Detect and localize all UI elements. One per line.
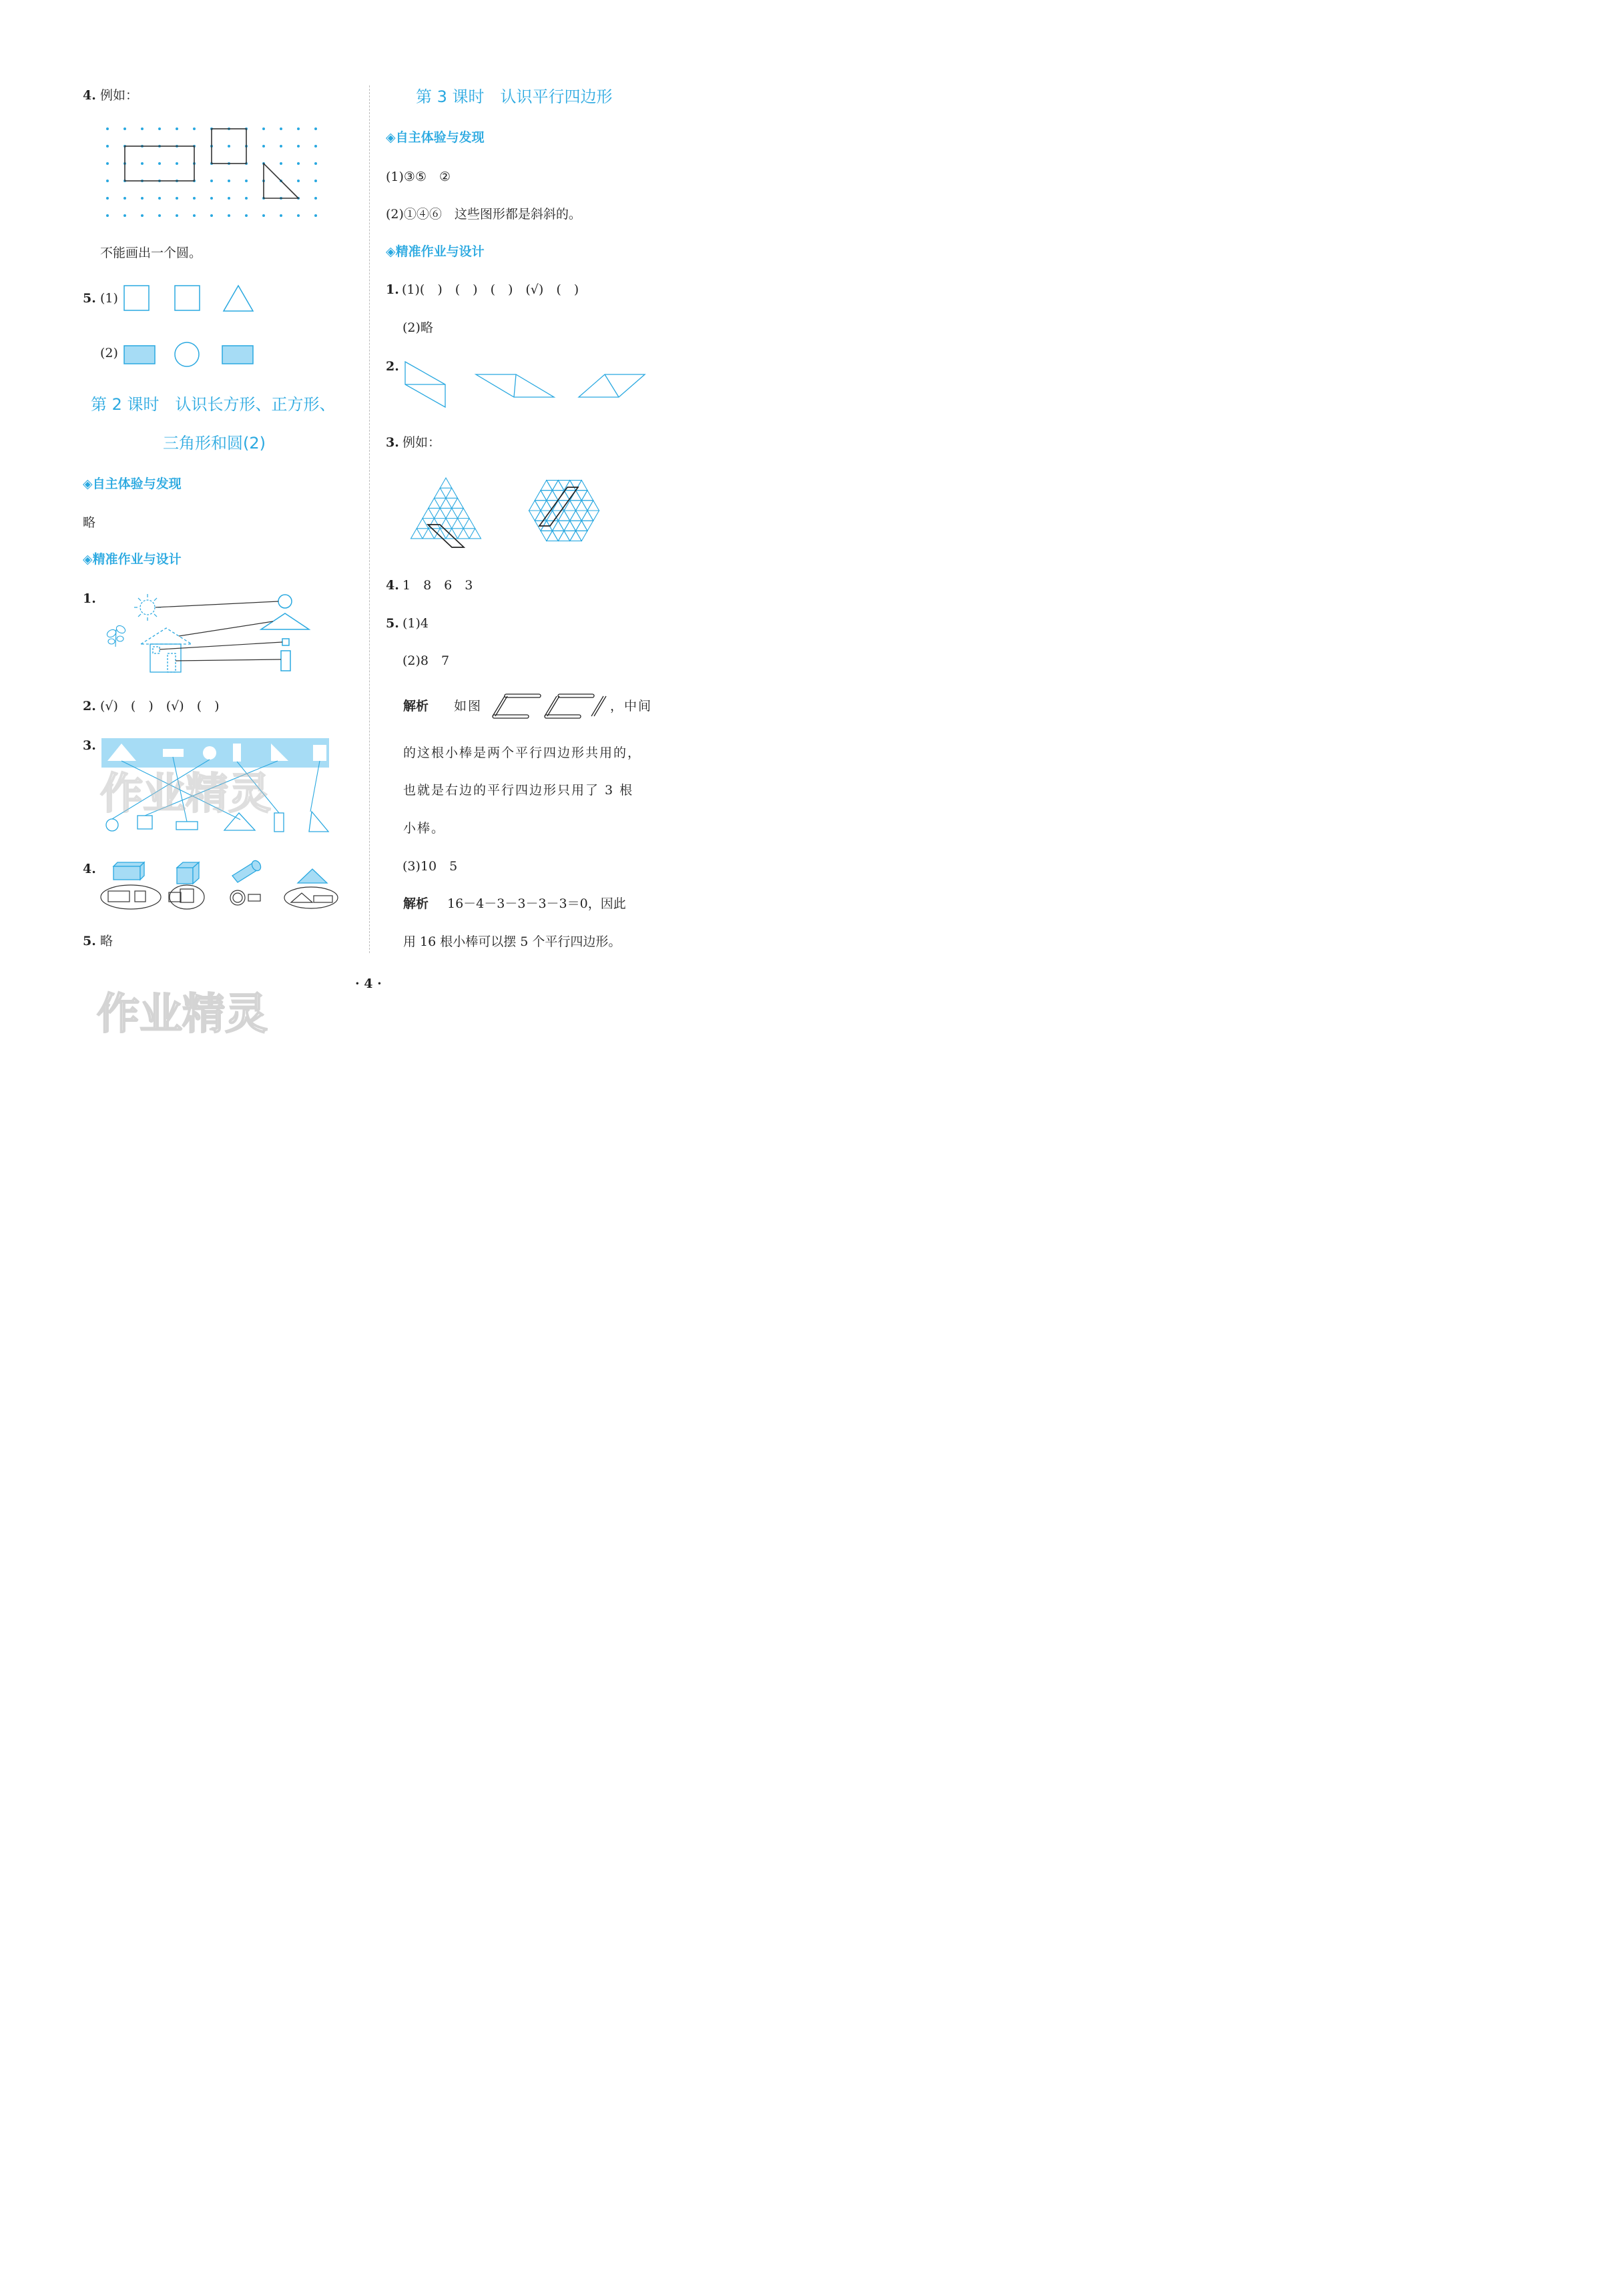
left-h5-answer: 略 — [100, 934, 113, 948]
grid-dot — [314, 162, 317, 165]
right-h3-label: 例如： — [402, 435, 441, 450]
grid-cell — [553, 521, 565, 531]
grid-cell — [558, 531, 570, 541]
right-h5-analysis1-line3: 也就是右边的平行四边形只用了 3 根 — [403, 783, 634, 798]
grid-cell — [553, 531, 565, 541]
grid-cell — [581, 491, 593, 501]
grid-dot — [193, 197, 196, 200]
right-h1-number: 1. — [386, 282, 399, 297]
grid-cell — [446, 488, 458, 498]
grid-dot — [141, 162, 144, 165]
grid-dot — [228, 214, 230, 217]
grid-dot — [314, 214, 317, 217]
grid-dot — [210, 214, 213, 217]
grid-dot — [314, 145, 317, 148]
grid-dot — [123, 214, 126, 217]
grid-cell — [440, 478, 452, 488]
grid-dot — [210, 197, 213, 200]
q5-part2-label: (2) — [100, 346, 118, 360]
grid-dot — [280, 162, 282, 165]
h4-solids-figure — [100, 860, 347, 913]
right-h5-analysis1-a: 如图 — [454, 699, 483, 713]
right-h5-analysis2-line2: 用 16 根小棒可以摆 5 个平行四边形。 — [403, 934, 621, 949]
grid-dot — [141, 197, 144, 200]
grid-dot — [245, 214, 248, 217]
grid-dot — [106, 214, 109, 217]
grid-cell — [581, 511, 593, 521]
right-section-homework: ◈精准作业与设计 — [386, 244, 485, 259]
grid-cell — [564, 511, 576, 521]
grid-cell — [529, 511, 541, 521]
right-h5-analysis2-line1: 16－4－3－3－3－3＝0，因此 — [447, 896, 626, 911]
left-section-explore: ◈自主体验与发现 — [83, 477, 182, 491]
grid-dot — [106, 162, 109, 165]
right-h2-number: 2. — [386, 359, 399, 374]
grid-dot — [176, 197, 178, 200]
grid-cell — [458, 508, 470, 518]
grid-dot — [297, 145, 300, 148]
grid-dot — [193, 127, 196, 130]
right-section-explore: ◈自主体验与发现 — [386, 130, 485, 145]
q4-note: 不能画出一个圆。 — [100, 246, 202, 260]
left-h3-number: 3. — [83, 738, 96, 753]
right-explore-answer-1: (1)③⑤ ② — [386, 170, 451, 184]
grid-cell — [570, 511, 582, 521]
grid-dot — [106, 197, 109, 200]
grid-dot — [314, 127, 317, 130]
grid-cell — [541, 481, 553, 491]
left-h4-number: 4. — [83, 862, 96, 876]
right-h5-analysis1-line2: 的这根小棒是两个平行四边形共用的， — [403, 746, 642, 760]
grid-dot — [106, 127, 109, 130]
left-h1-number: 1. — [83, 591, 96, 606]
grid-cell — [535, 501, 547, 511]
h2-parallelogram-figure — [404, 360, 651, 414]
grid-dot — [228, 180, 230, 182]
left-h5-number: 5. — [83, 934, 96, 948]
left-section-homework: ◈精准作业与设计 — [83, 552, 182, 567]
grid-cell — [423, 529, 435, 539]
watermark-center: 作业精灵 — [100, 770, 271, 819]
q4-dot-grid-figure — [100, 121, 320, 222]
grid-dot — [228, 197, 230, 200]
grid-dot — [176, 127, 178, 130]
grid-cell — [463, 519, 475, 529]
grid-cell — [529, 501, 541, 511]
right-h5-number: 5. — [386, 616, 399, 631]
grid-cell — [564, 521, 576, 531]
grid-cell — [446, 529, 458, 539]
grid-cell — [570, 531, 582, 541]
right-h4-number: 4. — [386, 578, 399, 593]
grid-cell — [458, 529, 470, 539]
grid-dot — [245, 180, 248, 182]
grid-cell — [429, 498, 441, 508]
left-h2-answers: (√) ( ) (√) ( ) — [100, 699, 220, 713]
grid-dot — [210, 180, 213, 182]
grid-dot — [106, 145, 109, 148]
grid-cell — [446, 508, 458, 518]
grid-dot — [106, 180, 109, 182]
right-h1-part1: (1)( ) ( ) ( ) (√) ( ) — [402, 282, 579, 297]
grid-dot — [158, 162, 161, 165]
grid-cell — [576, 511, 588, 521]
grid-dot — [123, 127, 126, 130]
grid-cell — [423, 508, 435, 518]
q4-label: 例如： — [100, 88, 139, 103]
h3-triangle-grid-figure — [404, 475, 617, 552]
grid-cell — [435, 508, 447, 518]
q5-number: 5. — [83, 291, 96, 306]
left-h2-number: 2. — [83, 699, 96, 713]
grid-cell — [570, 501, 582, 511]
grid-cell — [547, 531, 559, 541]
grid-cell — [570, 521, 582, 531]
grid-cell — [541, 531, 553, 541]
right-h1-part2: (2)略 — [402, 320, 433, 335]
grid-dot — [262, 145, 265, 148]
right-h3-number: 3. — [386, 435, 399, 450]
right-h5-part1: (1)4 — [402, 616, 429, 631]
lesson3-title: 第 3 课时 认识平行四边形 — [416, 87, 613, 106]
grid-dot — [123, 197, 126, 200]
grid-dot — [262, 127, 265, 130]
grid-dot — [228, 145, 230, 148]
grid-dot — [314, 197, 317, 200]
grid-cell — [547, 481, 559, 491]
right-explore-answer-2: (2)①④⑥ 这些图形都是斜斜的。 — [386, 207, 581, 222]
grid-cell — [558, 501, 570, 511]
grid-cell — [576, 501, 588, 511]
grid-cell — [417, 519, 429, 529]
grid-cell — [558, 521, 570, 531]
grid-cell — [452, 519, 464, 529]
q5-part2-shapes — [123, 342, 257, 368]
grid-cell — [553, 511, 565, 521]
right-h5-part3: (3)10 5 — [402, 859, 458, 874]
grid-cell — [541, 491, 553, 501]
grid-dot — [280, 145, 282, 148]
grid-dot — [297, 180, 300, 182]
grid-cell — [553, 481, 565, 491]
lesson2-title-line2: 三角形和圆(2) — [163, 434, 266, 453]
right-h5-analysis2-label: 解析 — [403, 896, 429, 911]
grid-dot — [245, 197, 248, 200]
grid-dot — [280, 214, 282, 217]
grid-dot — [158, 197, 161, 200]
grid-cell — [581, 521, 593, 531]
grid-dot — [262, 214, 265, 217]
grid-cell — [576, 491, 588, 501]
grid-cell — [576, 521, 588, 531]
grid-dot — [297, 214, 300, 217]
grid-cell — [570, 481, 582, 491]
grid-cell — [547, 491, 559, 501]
grid-dot — [314, 180, 317, 182]
sticks-figure — [490, 693, 610, 721]
grid-cell — [587, 511, 599, 521]
grid-cell — [587, 501, 599, 511]
column-divider — [369, 85, 370, 953]
left-explore-answer: 略 — [83, 515, 96, 530]
right-h5-analysis1-label: 解析 — [403, 699, 429, 713]
grid-cell — [547, 511, 559, 521]
grid-dot — [297, 127, 300, 130]
grid-dot — [193, 214, 196, 217]
grid-dot — [280, 127, 282, 130]
h1-matching-figure — [103, 591, 317, 674]
grid-cell — [411, 529, 423, 539]
right-h4-answers: 1 8 6 3 — [402, 578, 473, 593]
grid-dot — [176, 162, 178, 165]
right-h5-analysis1-b: ，中间 — [610, 699, 653, 713]
grid-cell — [564, 501, 576, 511]
grid-dot — [297, 162, 300, 165]
grid-cell — [541, 501, 553, 511]
q5-part1-label: (1) — [100, 291, 118, 306]
grid-dot — [176, 214, 178, 217]
right-h5-part2: (2)8 7 — [402, 653, 450, 668]
grid-dot — [141, 127, 144, 130]
grid-dot — [158, 214, 161, 217]
q5-part1-shapes — [123, 284, 257, 314]
grid-cell — [469, 529, 481, 539]
grid-cell — [440, 498, 452, 508]
q4-number: 4. — [83, 88, 96, 103]
watermark-bottom: 作业精灵 — [97, 990, 268, 1039]
grid-cell — [435, 488, 447, 498]
grid-cell — [435, 529, 447, 539]
grid-dot — [141, 214, 144, 217]
grid-dot — [158, 127, 161, 130]
grid-cell — [564, 531, 576, 541]
grid-cell — [581, 501, 593, 511]
right-h5-analysis1-line4: 小棒。 — [403, 821, 446, 836]
grid-cell — [576, 531, 588, 541]
grid-cell — [558, 481, 570, 491]
grid-cell — [452, 498, 464, 508]
lesson2-title-line1: 第 2 课时 认识长方形、正方形、 — [91, 395, 336, 414]
grid-cell — [535, 491, 547, 501]
page-number: · 4 · — [355, 976, 382, 991]
